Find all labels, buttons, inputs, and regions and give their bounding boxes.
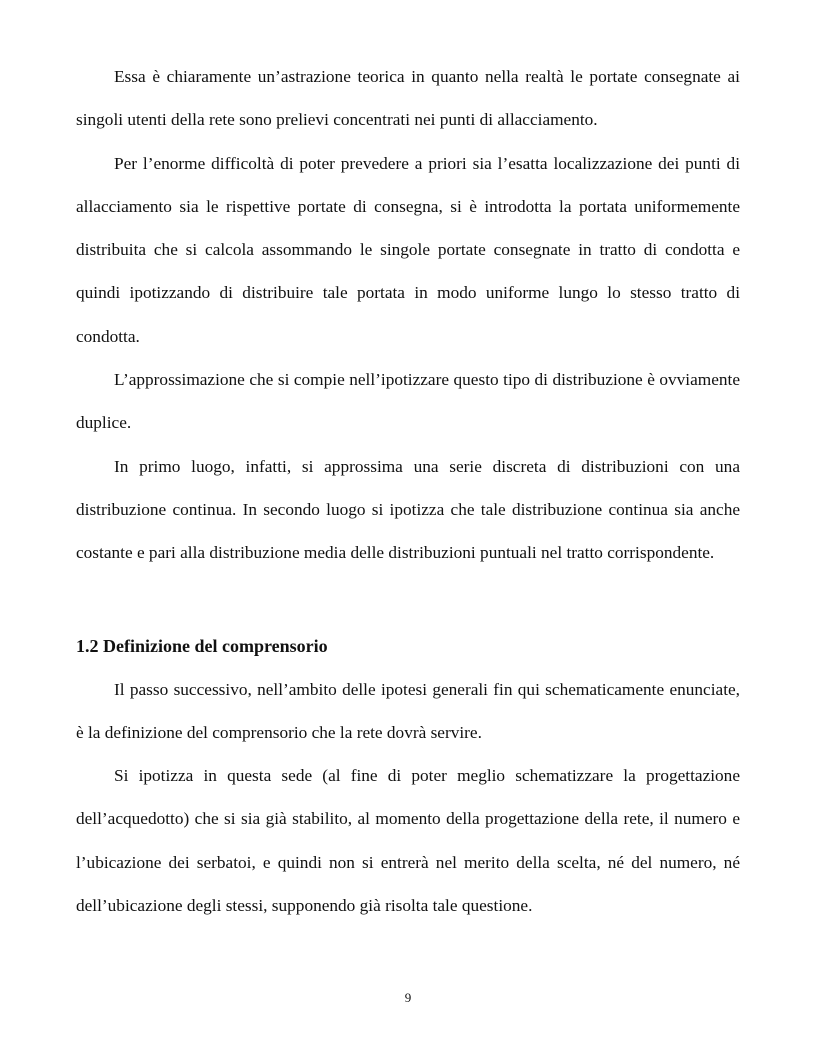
paragraph-primo-secondo-luogo: In primo luogo, infatti, si approssima una serie discreta di distribuzioni con una distribuzione continua. In secondo luogo si ipotizza che tale distribuzione continua sia anche costante e pari alla distribuzione media delle distribuzioni puntuali nel tratto corrispondente. — [76, 456, 740, 563]
paragraph-portata-uniforme: Per l’enorme difficoltà di poter prevedere a priori sia l’esatta localizzazione dei punti di allacciamento sia le rispettive portate di consegna, si è introdotta la portata uniformemente distribuita che si calcola assommando le singole portate consegnate in tratto di condotta e quindi ipotizzando di distribuire tale portata in modo uniforme lungo lo stesso tratto di condotta. — [76, 153, 740, 346]
section-heading: 1.2 Definizione del comprensorio — [76, 635, 328, 656]
page-number: 9 — [404, 990, 412, 1005]
paragraph-astrazione-teorica: Essa è chiaramente un’astrazione teorica in quanto nella realtà le portate consegnate ai singoli utenti della rete sono prelievi concentrati nei punti di allacciamento. — [76, 67, 740, 130]
paragraph-approssimazione: L’approssimazione che si compie nell’ipotizzare questo tipo di distribuzione è ovviamente duplice. — [76, 370, 740, 433]
paragraph-passo-successivo: Il passo successivo, nell’ambito delle ipotesi generali fin qui schematicamente enunciate, è la definizione del comprensorio che la rete dovrà servire. — [76, 679, 740, 742]
document-page — [76, 55, 740, 927]
paragraph-serbatoi: Si ipotizza in questa sede (al fine di poter meglio schematizzare la progettazione dell’acquedotto) che si sia già stabilito, al momento della progettazione della rete, il numero e l’ubicazione dei serbatoi, e quindi non si entrerà nel merito della scelta, né del numero, né dell’ubicazione degli stessi, supponendo già risolta tale questione. — [76, 766, 740, 916]
